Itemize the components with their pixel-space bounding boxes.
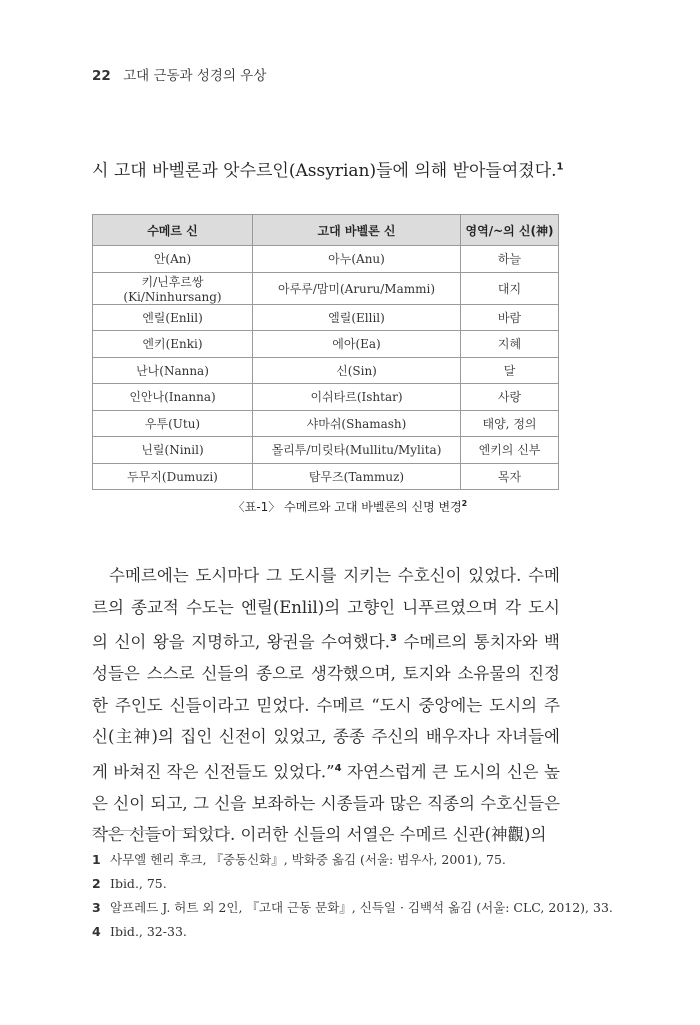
table-row [93,272,559,304]
cell-babylonian: 탐무즈(Tammuz) [253,463,461,490]
cell-sumerian: 우투(Utu) [93,410,253,437]
cell-babylonian: 신(Sin) [253,357,461,384]
body-sentence-2: 수메르의 통치자와 백성들은 스스로 신들의 종으로 생각했으며, 토지와 소유물의 진정한 주인도 신들이라고 믿었다. 수메르 “도시 중앙에는 도시의 주신(主神)의 집인 신전이 있었고, 종종 주신의 배우자나 자녀들에게 바쳐진 작은 신전들도 있었다.” [92,632,560,781]
cell-domain: 지혜 [461,331,559,358]
cell-domain: 엔키의 신부 [461,437,559,464]
footnote-ref-1[interactable]: 1 [556,161,564,173]
footnote-ref-3[interactable]: 3 [390,633,398,644]
table-header-row [93,215,559,246]
footnote-text: 알프레드 J. 허트 외 2인, 『고대 근동 문화』, 신득일 · 김백석 옮김 (서울: CLC, 2012), 33. [110,900,613,915]
column-header-babylonian: 고대 바벨론 신 [253,215,461,246]
table-row [93,463,559,490]
cell-sumerian: 인안나(Inanna) [93,384,253,411]
footnote-text: Ibid., 75. [110,876,167,891]
running-header [92,64,266,84]
table-caption [0,498,700,515]
lead-sentence [92,156,564,181]
cell-domain: 태양, 정의 [461,410,559,437]
god-name-table [92,214,559,490]
cell-babylonian: 몰리투/미릿타(Mullitu/Mylita) [253,437,461,464]
table-row [93,384,559,411]
page-number: 22 [92,68,111,84]
footnote-ref-2[interactable]: 2 [461,499,468,508]
cell-sumerian: 두무지(Dumuzi) [93,463,253,490]
table-row [93,304,559,331]
body-sentence-1: 수메르에는 도시마다 그 도시를 지키는 수호신이 있었다. 수메르의 종교적 수도는 엔릴(Enlil)의 고향인 니푸르였으며 각 도시의 신이 왕을 지명하고, 왕권을 수여했다. [92,566,560,652]
cell-babylonian: 아누(Anu) [253,246,461,273]
body-paragraph [92,560,560,851]
table-row [93,437,559,464]
table-row [93,246,559,273]
cell-sumerian: 닌릴(Ninil) [93,437,253,464]
running-title: 고대 근동과 성경의 우상 [123,68,267,84]
column-header-sumerian: 수메르 신 [93,215,253,246]
footnote-item [92,896,613,920]
footnote-number: 1 [92,852,101,867]
footnote-item [92,848,592,872]
cell-babylonian: 에아(Ea) [253,331,461,358]
table-row [93,357,559,384]
column-header-domain: 영역/~의 신(神) [461,215,559,246]
footnote-number: 4 [92,924,101,939]
cell-babylonian: 엘릴(Ellil) [253,304,461,331]
cell-domain: 대지 [461,272,559,304]
footnote-number: 2 [92,876,101,891]
cell-babylonian: 이쉬타르(Ishtar) [253,384,461,411]
footnote-item [92,920,592,944]
cell-sumerian: 엔키(Enki) [93,331,253,358]
cell-sumerian: 난나(Nanna) [93,357,253,384]
cell-domain: 목자 [461,463,559,490]
cell-sumerian: 키/닌후르쌍(Ki/Ninhursang) [93,272,253,304]
cell-sumerian: 안(An) [93,246,253,273]
footnote-text: Ibid., 32-33. [110,924,187,939]
cell-sumerian: 엔릴(Enlil) [93,304,253,331]
cell-domain: 사랑 [461,384,559,411]
cell-domain: 달 [461,357,559,384]
footnote-number: 3 [92,900,101,915]
footnote-ref-4[interactable]: 4 [334,762,342,774]
caption-text: 〈표-1〉 수메르와 고대 바벨론의 신명 변경 [232,500,462,514]
cell-domain: 바람 [461,304,559,331]
table-row [93,331,559,358]
footnote-item [92,872,592,896]
cell-babylonian: 아루루/맘미(Aruru/Mammi) [253,272,461,304]
cell-domain: 하늘 [461,246,559,273]
body-sentence-3: 자연스럽게 큰 도시의 신은 높은 신이 되고, 그 신을 보좌하는 시종들과 많은 직종의 수호신들은 작은 신들이 되었다. 이러한 신들의 서열은 수메르 신관(神觀)의 [92,762,560,844]
footnotes [92,848,613,944]
footnote-text: 사무엘 헨리 후크, 『중동신화』, 박화중 옮김 (서울: 범우사, 2001), 75. [110,852,506,867]
cell-babylonian: 샤마쉬(Shamash) [253,410,461,437]
table-row [93,410,559,437]
lead-text: 시 고대 바벨론과 앗수르인(Assyrian)들에 의해 받아들여졌다. [92,161,557,181]
footnote-divider [92,830,230,831]
